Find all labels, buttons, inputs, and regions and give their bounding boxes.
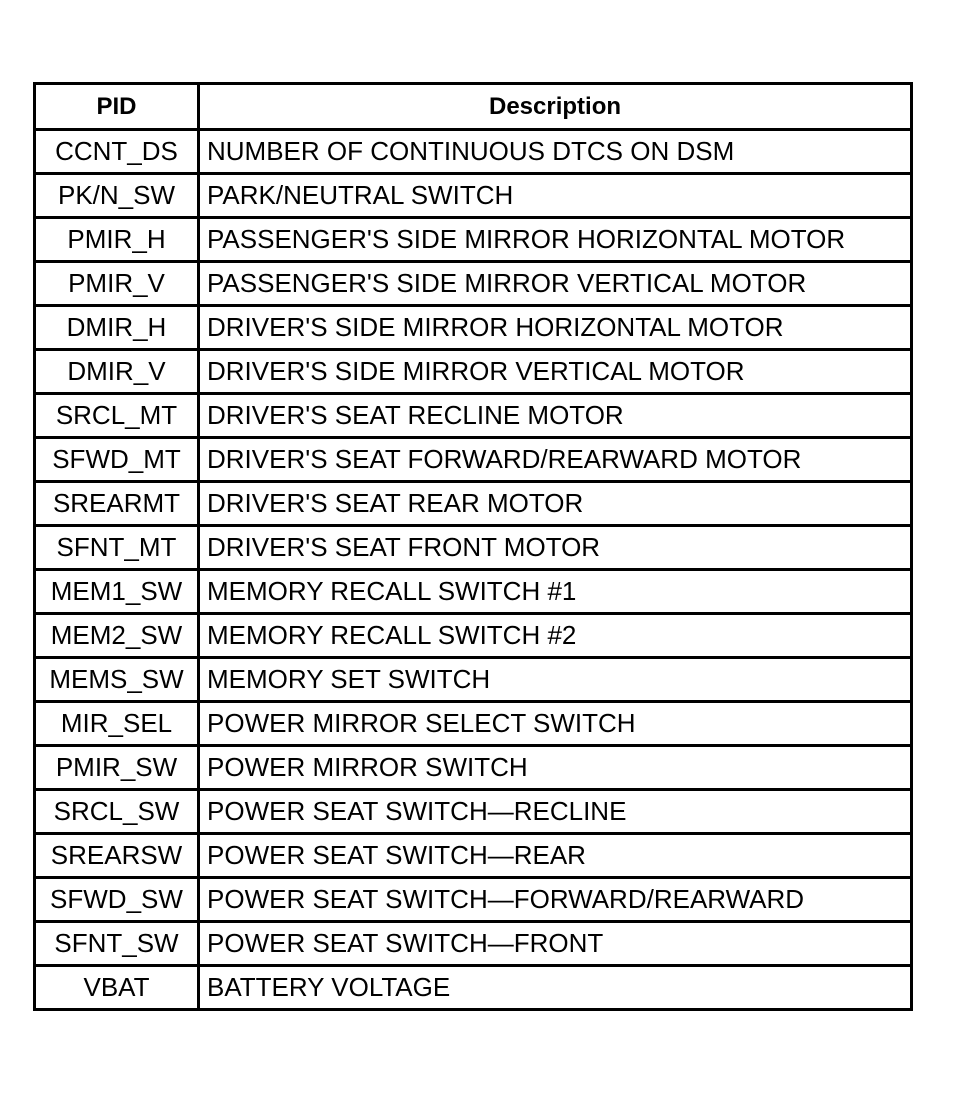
table-row [35,922,912,966]
description-cell: DRIVER'S SIDE MIRROR HORIZONTAL MOTOR [199,306,912,350]
table-row [35,262,912,306]
description-cell: DRIVER'S SEAT FRONT MOTOR [199,526,912,570]
pid-cell: SFNT_MT [35,526,199,570]
table-header-row [35,84,912,130]
description-cell: PARK/NEUTRAL SWITCH [199,174,912,218]
table-row [35,130,912,174]
pid-cell: DMIR_V [35,350,199,394]
table-row [35,526,912,570]
description-cell: MEMORY RECALL SWITCH #1 [199,570,912,614]
pid-cell: PMIR_H [35,218,199,262]
pid-cell: SREARSW [35,834,199,878]
description-cell: POWER SEAT SWITCH—FRONT [199,922,912,966]
pid-cell: SFWD_MT [35,438,199,482]
pid-description-table [33,82,913,1011]
table-row [35,394,912,438]
table-row [35,438,912,482]
table-row [35,878,912,922]
table-row [35,174,912,218]
description-cell: POWER SEAT SWITCH—RECLINE [199,790,912,834]
pid-cell: SRCL_MT [35,394,199,438]
pid-cell: PMIR_V [35,262,199,306]
pid-cell: SRCL_SW [35,790,199,834]
table-row [35,790,912,834]
pid-cell: MEM1_SW [35,570,199,614]
table-row [35,834,912,878]
column-header-description: Description [199,84,912,130]
pid-cell: VBAT [35,966,199,1010]
table-row [35,350,912,394]
table-row [35,306,912,350]
table-row [35,966,912,1010]
table-body [35,130,912,1010]
description-cell: MEMORY RECALL SWITCH #2 [199,614,912,658]
table-row [35,482,912,526]
description-cell: PASSENGER'S SIDE MIRROR VERTICAL MOTOR [199,262,912,306]
description-cell: DRIVER'S SIDE MIRROR VERTICAL MOTOR [199,350,912,394]
description-cell: POWER MIRROR SWITCH [199,746,912,790]
pid-cell: PMIR_SW [35,746,199,790]
description-cell: POWER SEAT SWITCH—REAR [199,834,912,878]
pid-cell: SFNT_SW [35,922,199,966]
pid-cell: CCNT_DS [35,130,199,174]
pid-cell: MEM2_SW [35,614,199,658]
description-cell: MEMORY SET SWITCH [199,658,912,702]
description-cell: PASSENGER'S SIDE MIRROR HORIZONTAL MOTOR [199,218,912,262]
pid-cell: SREARMT [35,482,199,526]
table-row [35,218,912,262]
column-header-pid: PID [35,84,199,130]
table-row [35,702,912,746]
table-row [35,746,912,790]
description-cell: POWER MIRROR SELECT SWITCH [199,702,912,746]
table-row [35,658,912,702]
pid-cell: MIR_SEL [35,702,199,746]
description-cell: BATTERY VOLTAGE [199,966,912,1010]
pid-cell: DMIR_H [35,306,199,350]
description-cell: DRIVER'S SEAT RECLINE MOTOR [199,394,912,438]
pid-cell: PK/N_SW [35,174,199,218]
pid-cell: MEMS_SW [35,658,199,702]
pid-cell: SFWD_SW [35,878,199,922]
table-row [35,614,912,658]
description-cell: POWER SEAT SWITCH—FORWARD/REARWARD [199,878,912,922]
description-cell: DRIVER'S SEAT REAR MOTOR [199,482,912,526]
table-row [35,570,912,614]
description-cell: DRIVER'S SEAT FORWARD/REARWARD MOTOR [199,438,912,482]
description-cell: NUMBER OF CONTINUOUS DTCS ON DSM [199,130,912,174]
